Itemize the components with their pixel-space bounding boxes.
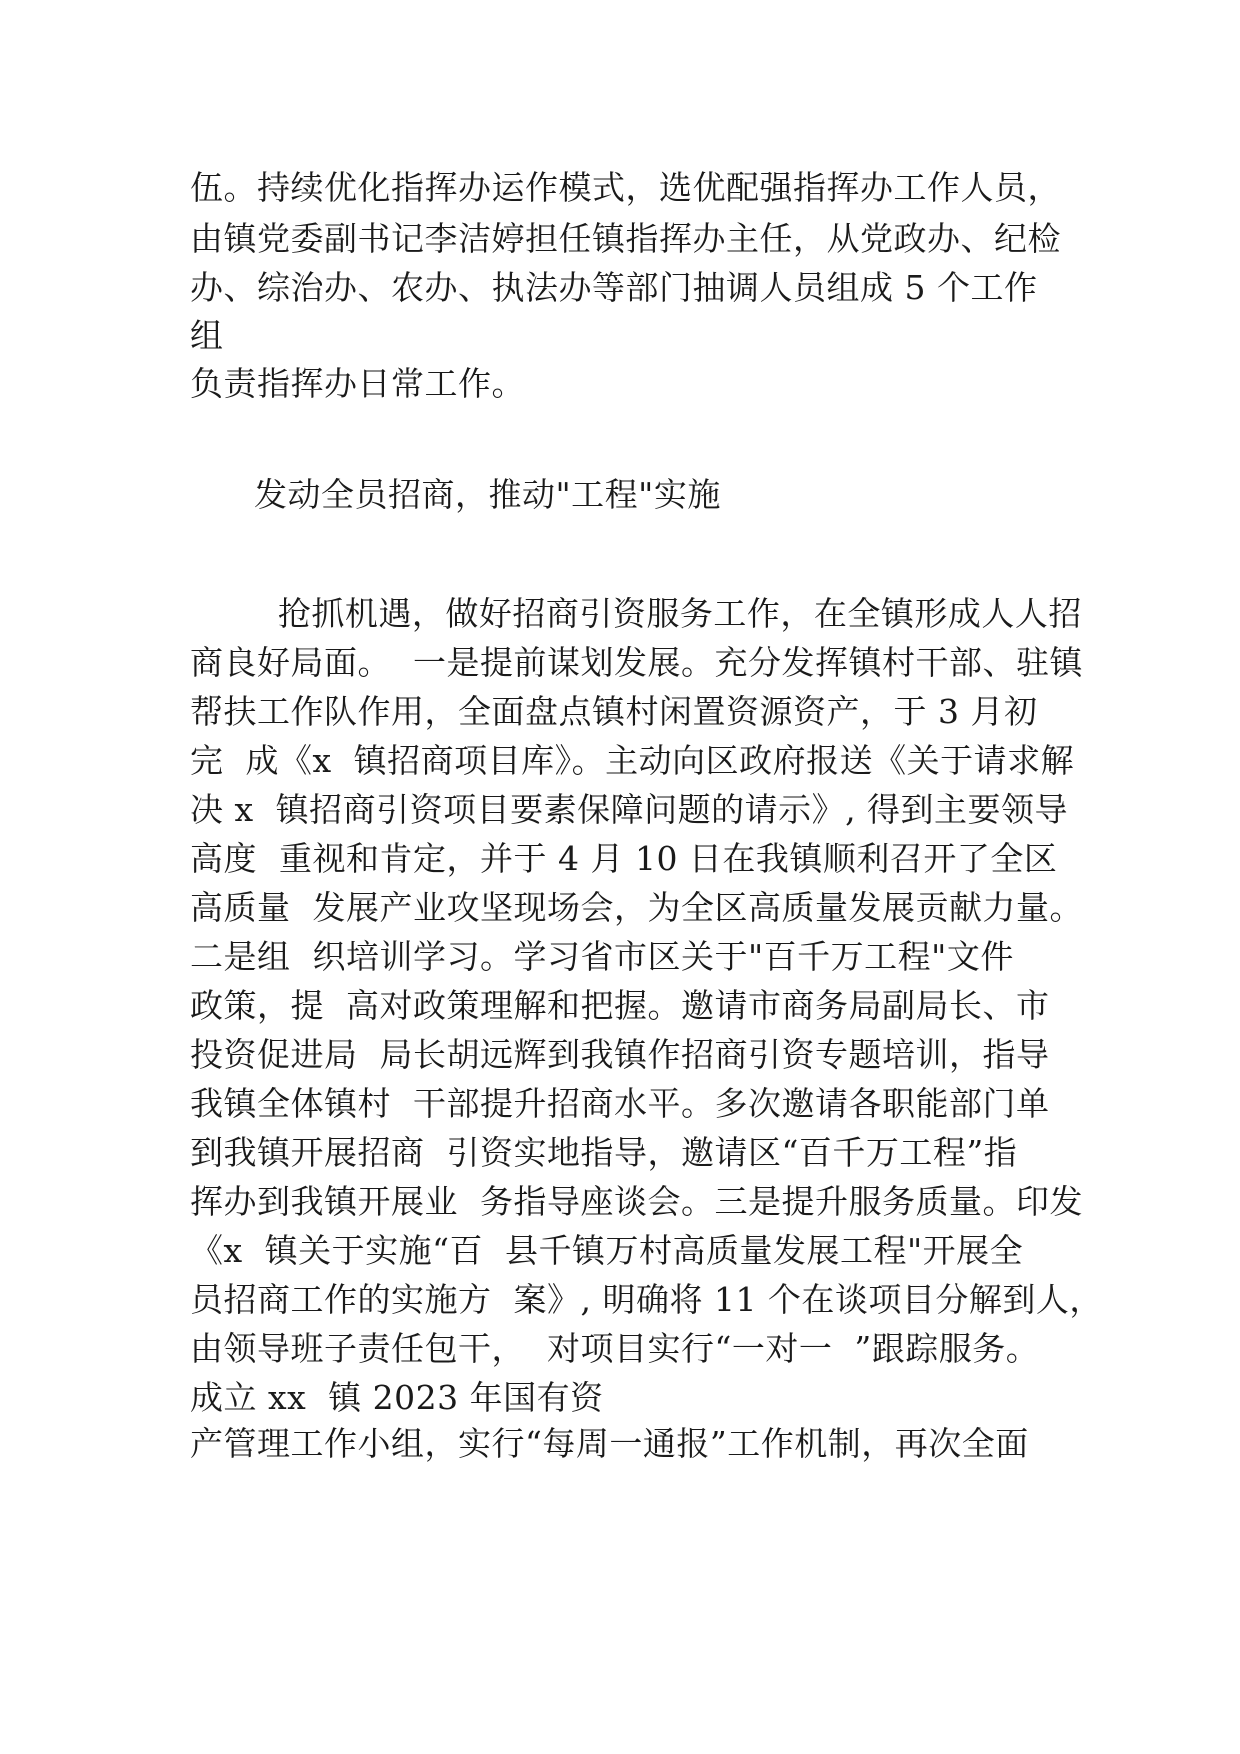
paragraph-2-line-18: 产管理工作小组，实行“每周一通报”工作机制，再次全面 — [190, 1424, 1029, 1463]
paragraph-2-line-10: 投资促进局 局长胡远辉到我镇作招商引资专题培训，指导 — [190, 1035, 1050, 1074]
paragraph-2-line-14: 《x 镇关于实施“百 县千镇万村高质量发展工程"开展全 — [190, 1231, 1024, 1270]
paragraph-2-line-7: 高质量 发展产业攻坚现场会，为全区高质量发展贡献力量。 — [190, 888, 1083, 927]
paragraph-2-line-2: 商良好局面。 一是提前谋划发展。充分发挥镇村干部、驻镇 — [190, 643, 1083, 682]
paragraph-1-line-1: 伍。持续优化指挥办运作模式，选优配强指挥办工作人员， — [190, 168, 1061, 207]
paragraph-2-line-1: 抢抓机遇，做好招商引资服务工作，在全镇形成人人招 — [190, 594, 1082, 633]
paragraph-2-line-12: 到我镇开展招商 引资实地指导，邀请区“百千万工程”指 — [190, 1133, 1018, 1172]
paragraph-2-line-8: 二是组 织培训学习。学习省市区关于"百千万工程"文件 — [190, 937, 1014, 976]
paragraph-2-line-15: 员招商工作的实施方 案》, 明确将 11 个在谈项目分解到人， — [190, 1280, 1103, 1319]
paragraph-2-line-5: 决 x 镇招商引资项目要素保障问题的请示》, 得到主要领导 — [190, 790, 1069, 829]
paragraph-1-line-4: 组 — [190, 316, 224, 355]
paragraph-1-line-3: 办、综治办、农办、执法办等部门抽调人员组成 5 个工作 — [190, 268, 1038, 307]
paragraph-2-line-11: 我镇全体镇村 干部提升招商水平。多次邀请各职能部门单 — [190, 1084, 1050, 1123]
paragraph-2-line-13: 挥办到我镇开展业 务指导座谈会。三是提升服务质量。印发 — [190, 1182, 1083, 1221]
paragraph-2-line-3: 帮扶工作队作用，全面盘点镇村闲置资源资产，于 3 月初 — [190, 692, 1038, 731]
paragraph-2-line-17: 成立 xx 镇 2023 年国有资 — [190, 1378, 604, 1417]
paragraph-1-line-5: 负责指挥办日常工作。 — [190, 364, 525, 403]
paragraph-2-line-4: 完 成《x 镇招商项目库》。主动向区政府报送《关于请求解 — [190, 741, 1075, 780]
paragraph-1-line-2: 由镇党委副书记李洁婷担任镇指挥办主任，从党政办、纪检 — [190, 219, 1061, 258]
section-heading: 发动全员招商，推动"工程"实施 — [254, 475, 721, 514]
paragraph-2-line-9: 政策，提 高对政策理解和把握。邀请市商务局副局长、市 — [190, 986, 1050, 1025]
paragraph-2-line-6: 高度 重视和肯定，并于 4 月 10 日在我镇顺利召开了全区 — [190, 839, 1058, 878]
paragraph-2-line-16: 由领导班子责任包干， 对项目实行“一对一 ”跟踪服务。 — [190, 1329, 1040, 1368]
